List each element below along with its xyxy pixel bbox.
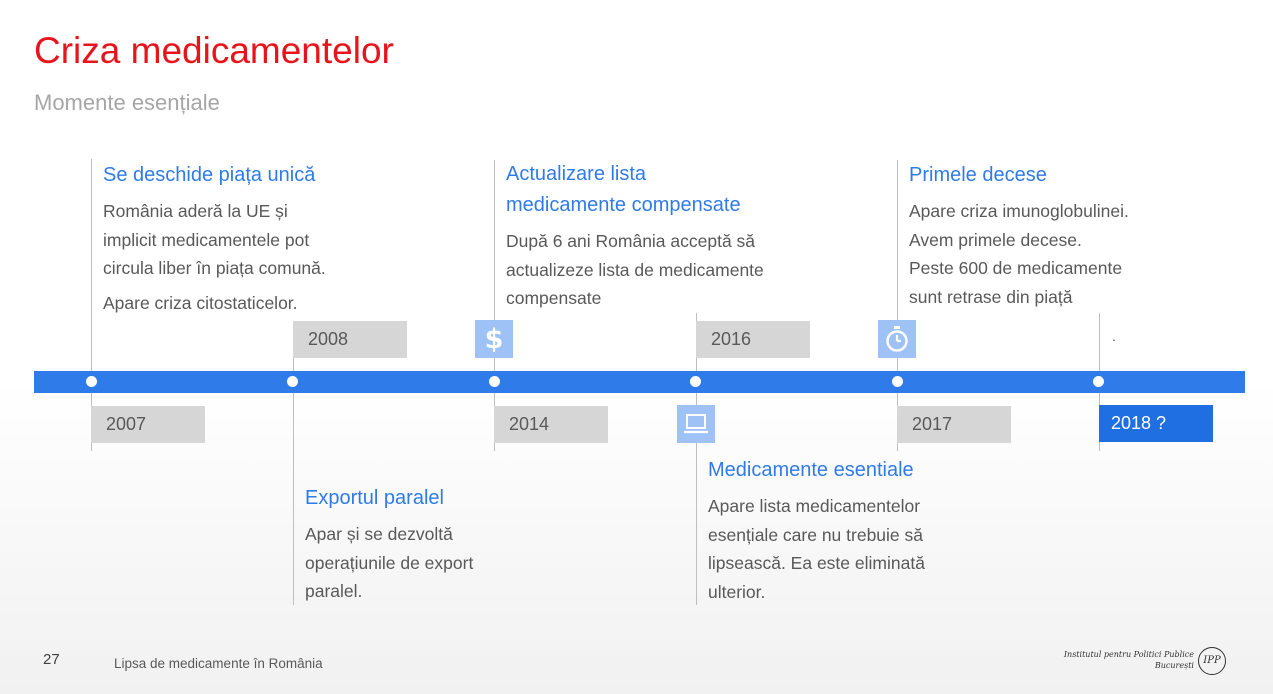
timeline-node-2016: [689, 375, 702, 388]
year-box-2007: 2007: [91, 406, 205, 443]
logo-seal: IPP: [1198, 647, 1226, 675]
timeline-node-2018: [1092, 375, 1105, 388]
event-text-line: ulterior.: [708, 581, 766, 602]
event-text-line: circula liber în piața comună.: [103, 258, 326, 278]
dollar-icon: $: [484, 323, 504, 355]
ipp-logo: [1063, 646, 1228, 680]
timeline-node-2017: [891, 375, 904, 388]
event-text-line: paralel.: [305, 581, 363, 601]
event-title: Se deschide piața unică: [103, 164, 316, 186]
timeline-node-2014: [488, 375, 501, 388]
year-box-2017: 2017: [897, 406, 1011, 443]
event-title: Medicamente esentiale: [708, 459, 914, 481]
event-title: Exportul paralel: [305, 487, 444, 509]
year-box-2008: 2008: [293, 321, 407, 358]
event-text-line: implicit medicamentele pot: [103, 229, 310, 250]
page-title: Criza medicamentelor: [34, 30, 394, 71]
event-parallel-export: [305, 483, 605, 606]
year-box-2014: 2014: [494, 406, 608, 443]
event-title: Actualizare lista: [506, 163, 647, 185]
timeline-node-2007: [85, 375, 98, 388]
event-text-line: Apare criza citostaticelor.: [103, 292, 298, 313]
event-text-line: Peste 600 de medicamente: [909, 258, 1123, 278]
event-text-line: Avem primele decese.: [909, 229, 1082, 250]
event-first-deaths: [909, 160, 1209, 311]
event-text-line: sunt retrase din piață: [909, 286, 1073, 307]
laptop-icon: [683, 413, 709, 435]
event-text-line: România aderă la UE și: [103, 201, 288, 221]
laptop-icon-box: [677, 405, 715, 443]
stopwatch-icon-box: [878, 320, 916, 358]
connector-line-2008: [293, 358, 294, 605]
page-subtitle: Momente esențiale: [34, 90, 220, 115]
event-text-line: Apare lista medicamentelor: [708, 496, 921, 516]
marker-dot: .: [1112, 328, 1116, 344]
event-text-line: lipsească. Ea este eliminată: [708, 553, 925, 573]
event-text-line: După 6 ani România acceptă să: [506, 231, 756, 251]
year-box-2016: 2016: [696, 321, 810, 358]
event-single-market: [103, 160, 403, 317]
year-box-2018: 2018 ?: [1099, 405, 1213, 442]
event-compensated-list: [506, 159, 806, 313]
event-title: Primele decese: [909, 164, 1047, 186]
timeline-node-2008: [286, 375, 299, 388]
logo-text: Institutul pentru Politici Publice București: [1063, 650, 1194, 670]
stopwatch-icon: [884, 325, 910, 353]
event-text-line: actualizeze lista de medicamente: [506, 259, 764, 280]
event-text-line: Apar și se dezvoltă: [305, 524, 453, 544]
timeline-bar: [34, 371, 1245, 393]
event-essential-medicines: [708, 455, 1008, 606]
event-title: medicamente compensate: [506, 194, 741, 216]
event-text-line: esențiale care nu trebuie să: [708, 524, 923, 545]
event-text-line: operațiunile de export: [305, 552, 474, 573]
dollar-icon-box: [475, 320, 513, 358]
event-text-line: compensate: [506, 288, 602, 308]
footer-text: Lipsa de medicamente în România: [114, 656, 323, 671]
page-number: 27: [43, 651, 60, 668]
event-text-line: Apare criza imunoglobulinei.: [909, 201, 1129, 221]
